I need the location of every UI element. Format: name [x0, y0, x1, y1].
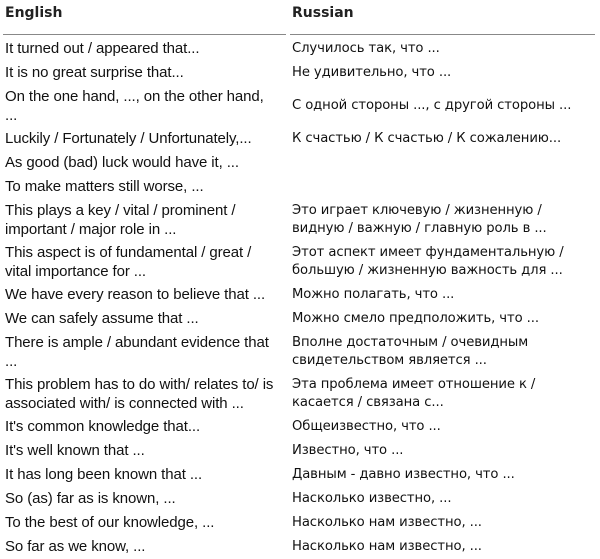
russian-phrase: Известно, что ...	[292, 443, 404, 458]
russian-phrase: Можно смело предположить, что ...	[292, 311, 539, 326]
russian-phrase: Давным - давно известно, что ...	[292, 467, 515, 482]
table-row	[0, 307, 600, 331]
table-row	[0, 37, 600, 61]
table-row	[0, 373, 600, 415]
table-row	[0, 175, 600, 199]
table-row	[0, 199, 600, 241]
table-row	[0, 511, 600, 535]
english-phrase: It turned out / appeared that...	[5, 40, 200, 57]
english-phrase: So (as) far as is known, ...	[5, 490, 176, 507]
header-divider-russian	[290, 34, 595, 35]
russian-phrase: Случилось так, что ...	[292, 41, 440, 56]
russian-phrase: Не удивительно, что ...	[292, 65, 452, 80]
english-phrase: As good (bad) luck would have it, ...	[5, 154, 239, 171]
russian-phrase: Это играет ключевую / жизненную / видную / важную / главную роль в ...	[292, 203, 547, 236]
english-phrase: It has long been known that ...	[5, 466, 203, 483]
english-phrase: We have every reason to believe that ...	[5, 286, 266, 303]
russian-phrase: Этот аспект имеет фундаментальную / большую / жизненную важность для ...	[292, 245, 564, 278]
table-row	[0, 61, 600, 85]
russian-phrase: Насколько нам известно, ...	[292, 515, 482, 530]
english-phrase: We can safely assume that ...	[5, 310, 199, 327]
english-phrase: So far as we know, ...	[5, 538, 146, 555]
english-phrase: It's common knowledge that...	[5, 418, 201, 435]
table-row	[0, 127, 600, 151]
russian-phrase: Вполне достаточным / очевидным свидетельством является ...	[292, 335, 529, 368]
russian-phrase: Насколько известно, ...	[292, 491, 452, 506]
header-divider-english	[3, 34, 286, 35]
table-row	[0, 85, 600, 127]
table-row	[0, 241, 600, 283]
english-phrase: On the one hand, ..., on the other hand, ...	[5, 88, 264, 124]
english-phrase: It's well known that ...	[5, 442, 145, 459]
table-row	[0, 151, 600, 175]
english-phrase: To the best of our knowledge, ...	[5, 514, 215, 531]
english-phrase: This plays a key / vital / prominent / important / major role in ...	[5, 202, 236, 238]
table-header	[0, 0, 600, 36]
russian-column-header: Russian	[292, 5, 354, 21]
table-row	[0, 535, 600, 559]
english-phrase: This aspect is of fundamental / great / vital importance for ...	[5, 244, 252, 280]
russian-phrase	[292, 175, 592, 199]
russian-phrase: Эта проблема имеет отношение к / касается / связана с...	[292, 377, 536, 410]
english-phrase: Luckily / Fortunately / Unfortunately,...	[5, 130, 252, 147]
russian-phrase: Насколько нам известно, ...	[292, 539, 482, 554]
english-column-header: English	[5, 5, 63, 21]
russian-phrase	[292, 151, 592, 175]
table-row	[0, 487, 600, 511]
russian-phrase: Общеизвестно, что ...	[292, 419, 441, 434]
english-phrase: This problem has to do with/ relates to/ is associated with/ is connected with ...	[5, 376, 274, 412]
english-phrase: There is ample / abundant evidence that ...	[5, 334, 269, 370]
english-phrase: It is no great surprise that...	[5, 64, 184, 81]
table-row	[0, 415, 600, 439]
russian-phrase: Можно полагать, что ...	[292, 287, 455, 302]
russian-phrase: С одной стороны ..., с другой стороны ...	[292, 98, 572, 113]
table-row	[0, 331, 600, 373]
table-row	[0, 463, 600, 487]
table-row	[0, 439, 600, 463]
russian-phrase: К счастью / К счастью / К сожалению...	[292, 131, 562, 146]
phrase-table	[0, 37, 600, 559]
english-phrase: To make matters still worse, ...	[5, 178, 204, 195]
table-row	[0, 283, 600, 307]
